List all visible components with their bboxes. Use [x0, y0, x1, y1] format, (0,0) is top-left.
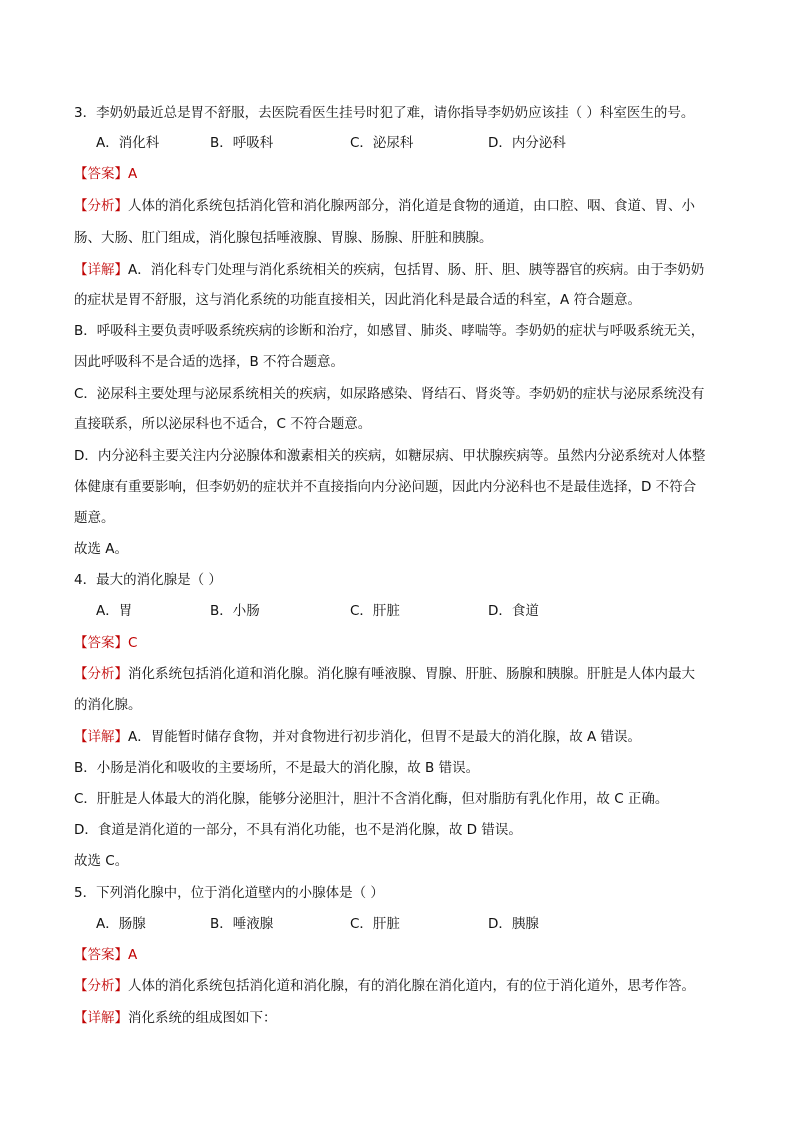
q3-option-a: A．消化科: [96, 135, 160, 151]
q4-option-c: C．肝脏: [350, 603, 400, 619]
q3-analysis-line: 【分析】人体的消化系统包括消化管和消化腺两部分，消化道是食物的通道，由口腔、咽、食道、胃、小: [74, 198, 695, 214]
answer-tag: 【答案】: [74, 166, 128, 182]
q4-conclusion: 故选 C。: [74, 853, 129, 869]
detail-tag: 【详解】: [74, 729, 128, 745]
q3-detail-line: 的症状是胃不舒服，这与消化系统的功能直接相关，因此消化科是最合适的科室，A 符合题意。: [74, 292, 642, 308]
q4-answer: [74, 633, 724, 653]
q5-answer: [74, 945, 724, 965]
q4-detail-line: D．食道是消化道的一部分，不具有消化功能，也不是消化腺，故 D 错误。: [74, 822, 522, 838]
q3-detail-line: B．呼吸科主要负责呼吸系统疾病的诊断和治疗，如感冒、肺炎、哮喘等。李奶奶的症状与呼吸系统无关，: [74, 323, 705, 339]
answer-tag: 【答案】: [74, 947, 128, 963]
q4-detail-line: B．小肠是消化和吸收的主要场所，不是最大的消化腺，故 B 错误。: [74, 760, 480, 776]
answer-value: A: [128, 166, 138, 182]
analysis-tag: 【分析】: [74, 978, 128, 994]
q4-option-b: B．小肠: [210, 603, 260, 619]
q4-option-d: D．食道: [488, 603, 539, 619]
answer-tag: 【答案】: [74, 635, 128, 651]
answer-value: A: [128, 947, 138, 963]
q5-option-c: C．肝脏: [350, 916, 400, 932]
q3-stem: 3．李奶奶最近总是胃不舒服，去医院看医生挂号时犯了难，请你指导李奶奶应该挂（ ）科室医生的号。: [74, 105, 695, 121]
q4-stem: 4．最大的消化腺是（ ）: [74, 572, 222, 588]
q3-option-d: D．内分泌科: [488, 135, 566, 151]
q3-detail-line: 直接联系，所以泌尿科也不适合，C 不符合题意。: [74, 416, 372, 432]
analysis-tag: 【分析】: [74, 666, 128, 682]
q4-detail-line: 【详解】A．胃能暂时储存食物，并对食物进行初步消化，但胃不是最大的消化腺，故 A 错误。: [74, 729, 642, 745]
analysis-tag: 【分析】: [74, 198, 128, 214]
q5-option-a: A．肠腺: [96, 916, 146, 932]
q5-option-b: B．唾液腺: [210, 916, 274, 932]
q3-detail-line: C．泌尿科主要处理与泌尿系统相关的疾病，如尿路感染、肾结石、肾炎等。李奶奶的症状与泌尿系统没有: [74, 386, 705, 402]
q3-detail-line: 【详解】A．消化科专门处理与消化系统相关的疾病，包括胃、肠、肝、胆、胰等器官的疾病。由于李奶奶: [74, 262, 705, 278]
answer-value: C: [128, 635, 138, 651]
q3-answer: [74, 164, 724, 184]
q4-analysis-line: 【分析】消化系统包括消化道和消化腺。消化腺有唾液腺、胃腺、肝脏、肠腺和胰腺。肝脏是人体内最大: [74, 666, 695, 682]
q3-option-b: B．呼吸科: [210, 135, 274, 151]
q5-detail-line: 【详解】消化系统的组成图如下：: [74, 1010, 277, 1026]
q4-analysis-line: 的消化腺。: [74, 697, 142, 713]
q4-option-a: A．胃: [96, 603, 133, 619]
q3-detail-line: 因此呼吸科不是合适的选择，B 不符合题意。: [74, 354, 345, 370]
q5-option-d: D．胰腺: [488, 916, 539, 932]
q3-detail-line: 体健康有重要影响，但李奶奶的症状并不直接指向内分泌问题，因此内分泌科也不是最佳选择，D 不符合: [74, 479, 697, 495]
q3-analysis-line: 肠、大肠、肛门组成，消化腺包括唾液腺、胃腺、肠腺、肝脏和胰腺。: [74, 230, 493, 246]
q3-option-c: C．泌尿科: [350, 135, 414, 151]
q3-detail-line: D．内分泌科主要关注内分泌腺体和激素相关的疾病，如糖尿病、甲状腺疾病等。虽然内分泌系统对人体整: [74, 448, 706, 464]
detail-tag: 【详解】: [74, 1010, 128, 1026]
detail-tag: 【详解】: [74, 262, 128, 278]
q3-detail-line: 题意。: [74, 510, 115, 526]
q5-stem: 5．下列消化腺中，位于消化道壁内的小腺体是（ ）: [74, 885, 384, 901]
q4-detail-line: C．肝脏是人体最大的消化腺，能够分泌胆汁，胆汁不含消化酶，但对脂肪有乳化作用，故 C 正确。: [74, 791, 669, 807]
q5-analysis-line: 【分析】人体的消化系统包括消化道和消化腺，有的消化腺在消化道内，有的位于消化道外，思考作答。: [74, 978, 695, 994]
q3-conclusion: 故选 A。: [74, 541, 129, 557]
